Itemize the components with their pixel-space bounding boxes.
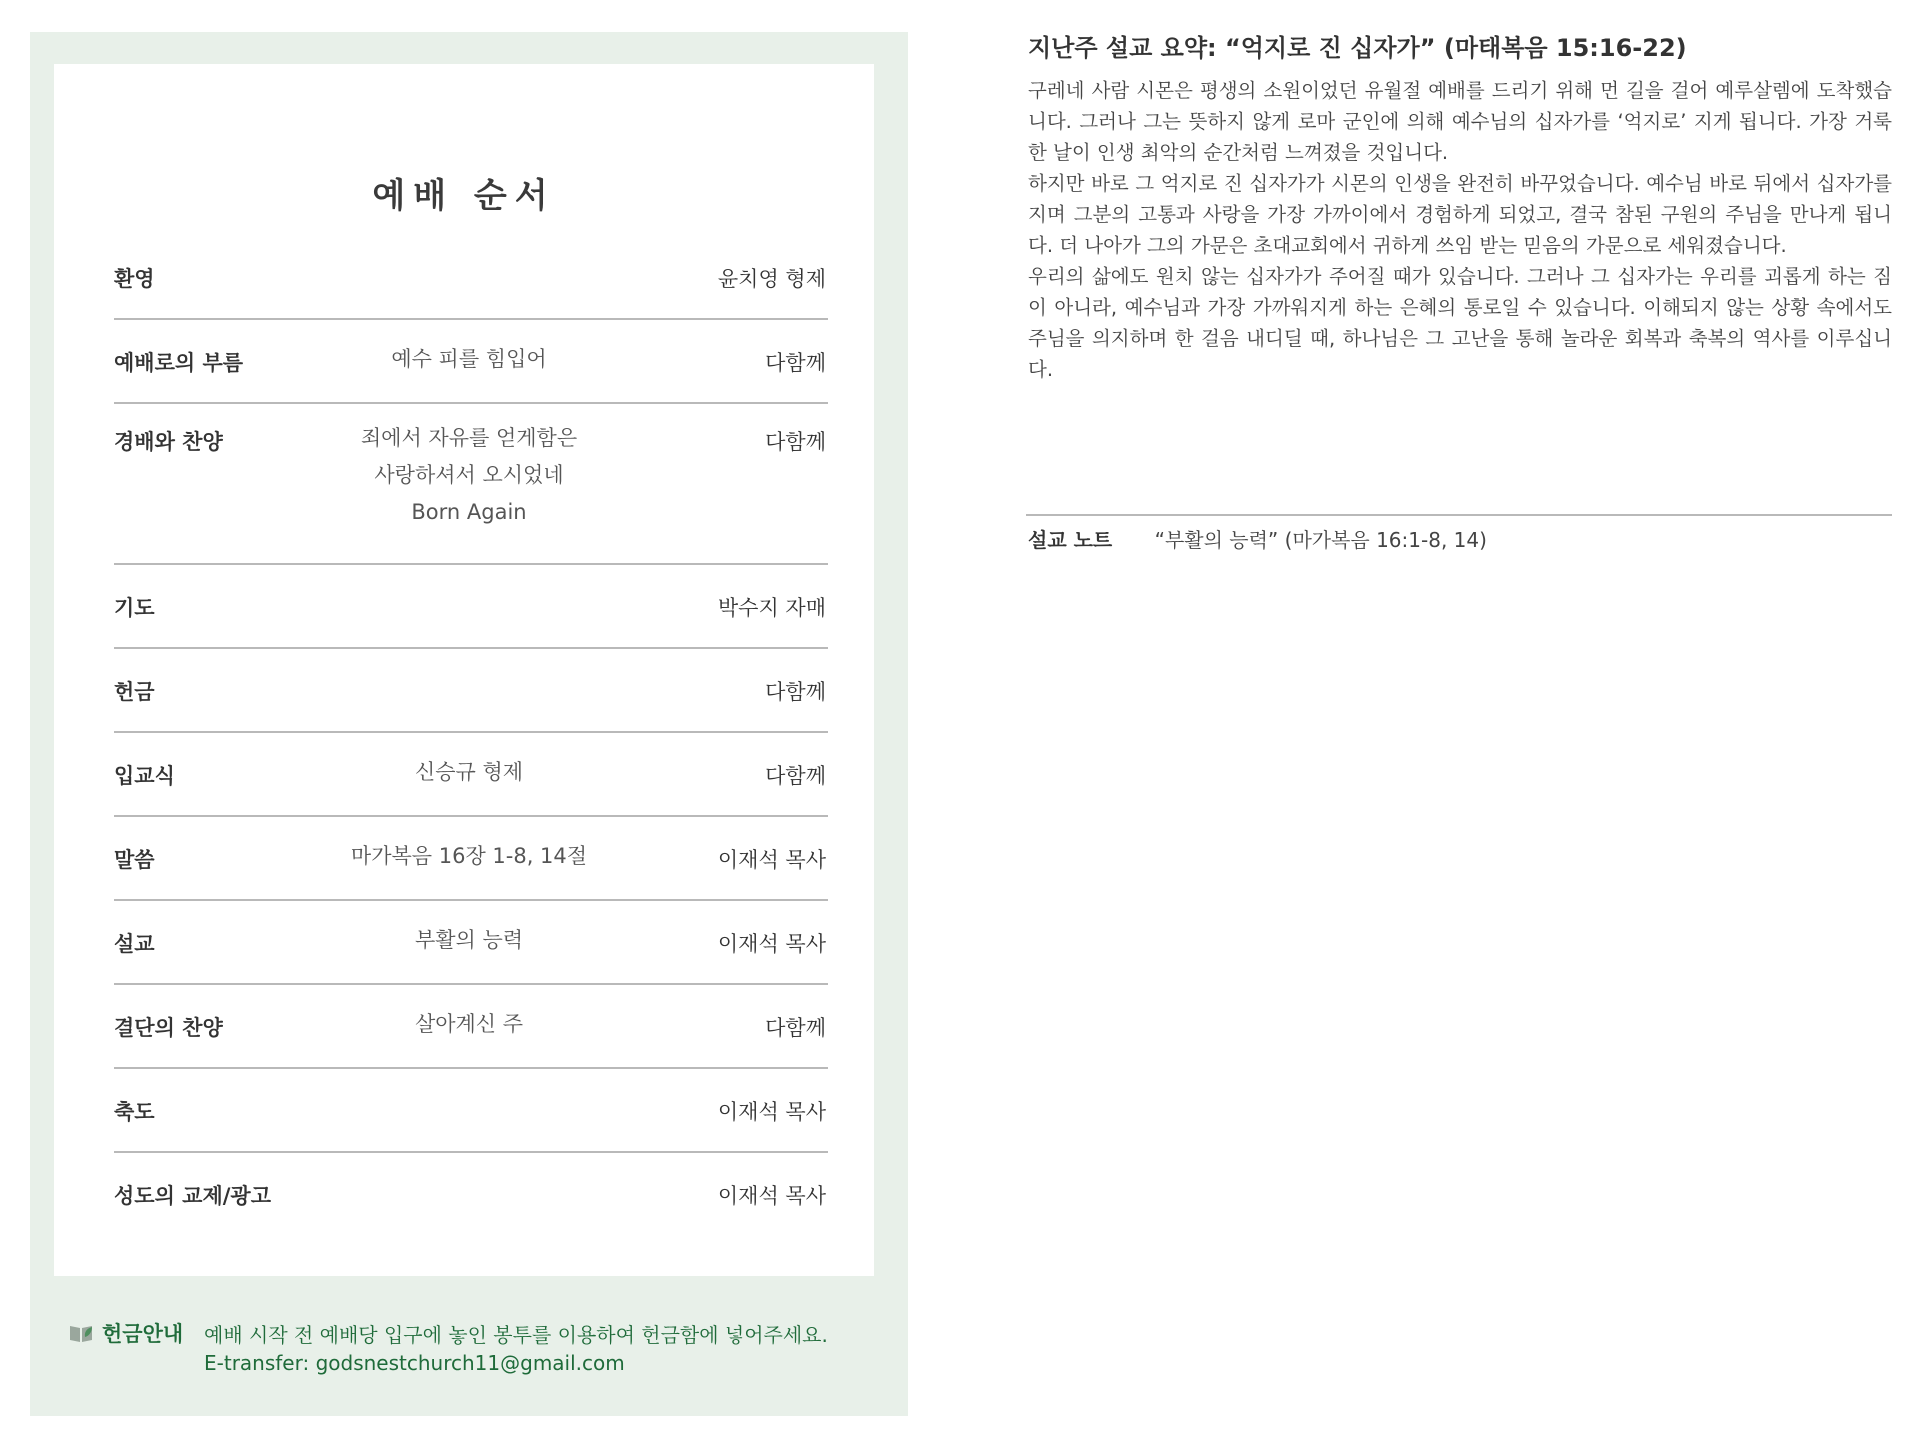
order-row-label: 축도: [114, 1100, 155, 1124]
summary-paragraph: 우리의 삶에도 원치 않는 십자가가 주어질 때가 있습니다. 그러나 그 십자가는 우리를 괴롭게 하는 짐이 아니라, 예수님과 가장 가까워지게 하는 은혜의 통로일 수 있습니다. 이해되지 않는 상황 속에서도 주님을 의지하며 한 걸음 내디딜 때, 하나님은 그 고난을 통해 놀라운 회복과 축복의 역사를 이루십니다.: [1028, 265, 1892, 381]
order-row-leader: 이재석 목사: [717, 932, 826, 956]
sermon-summary: [1028, 28, 1892, 385]
order-row-label: 성도의 교제/광고: [114, 1184, 271, 1208]
order-row-detail-line: 마가복음 16장 1-8, 14절: [350, 844, 588, 868]
order-row: [114, 236, 828, 320]
order-row-leader: 다함께: [765, 1016, 826, 1040]
order-row-leader: 이재석 목사: [717, 1184, 826, 1208]
order-row: [114, 817, 828, 901]
order-row: [114, 733, 828, 817]
order-row-detail-line: Born Again: [411, 500, 527, 524]
order-row-label: 결단의 찬양: [114, 1016, 223, 1040]
section-divider: [1026, 514, 1892, 516]
order-row-leader: 다함께: [765, 680, 826, 704]
sermon-note: [1028, 524, 1487, 553]
order-row: [114, 565, 828, 649]
order-row: [114, 404, 828, 565]
order-row-label: 헌금: [114, 680, 155, 704]
order-row-label: 환영: [114, 267, 155, 291]
order-row-detail-line: 죄에서 자유를 얻게함은: [360, 426, 578, 450]
order-row: [114, 1069, 828, 1153]
sermon-note-text: “부활의 능력” (마가복음 16:1-8, 14): [1154, 528, 1487, 552]
order-row-detail-line: 사랑하셔서 오시었네: [374, 463, 564, 487]
order-row-detail-line: 살아계신 주: [414, 1012, 524, 1036]
offering-instruction: 예배 시작 전 예배당 입구에 놓인 봉투를 이용하여 헌금함에 넣어주세요.: [204, 1323, 828, 1347]
order-row-detail-line: 신승규 형제: [414, 760, 524, 784]
order-row: [114, 985, 828, 1069]
order-row: [114, 320, 828, 404]
order-card: [54, 64, 874, 1276]
order-row: [114, 649, 828, 733]
order-row-detail: [304, 1006, 634, 1043]
order-row-detail: [304, 420, 634, 531]
book-leaf-icon: [68, 1322, 94, 1344]
order-row-leader: 다함께: [765, 764, 826, 788]
order-row-label: 말씀: [114, 848, 155, 872]
order-row-label: 예배로의 부름: [114, 351, 244, 375]
summary-paragraph: 구레네 사람 시몬은 평생의 소원이었던 유월절 예배를 드리기 위해 먼 길을 걸어 예루살렘에 도착했습니다. 그러나 그는 뜻하지 않게 로마 군인에 의해 예수님의 십자가를 ‘억지로’ 지게 됩니다. 가장 거룩한 날이 인생 최악의 순간처럼 느껴졌을 것입니다.: [1028, 79, 1892, 164]
order-title: 예배 순서: [372, 176, 556, 216]
order-row-detail: [304, 838, 634, 875]
offering-label: 헌금안내: [102, 1322, 184, 1346]
order-row-leader: 이재석 목사: [717, 848, 826, 872]
order-row-leader: 윤치영 형제: [717, 267, 826, 291]
order-list: [114, 236, 828, 1237]
offering-etransfer: E-transfer: godsnestchurch11@gmail.com: [204, 1351, 625, 1375]
order-row-label: 경배와 찬양: [114, 430, 223, 454]
sermon-note-label: 설교 노트: [1028, 528, 1113, 552]
order-row-label: 설교: [114, 932, 155, 956]
order-row-detail-line: 예수 피를 힘입어: [391, 347, 547, 371]
order-row-detail: [304, 341, 634, 378]
order-row-leader: 이재석 목사: [717, 1100, 826, 1124]
order-row: [114, 1153, 828, 1237]
order-row-leader: 다함께: [765, 430, 826, 454]
order-panel: [30, 32, 908, 1416]
summary-paragraph: 하지만 바로 그 억지로 진 십자가가 시몬의 인생을 완전히 바꾸었습니다. 예수님 바로 뒤에서 십자가를 지며 그분의 고통과 사랑을 가장 가까이에서 경험하게 되었고, 결국 참된 구원의 주님을 만나게 됩니다. 더 나아가 그의 가문은 초대교회에서 귀하게 쓰임 받는 믿음의 가문으로 세워졌습니다.: [1028, 172, 1892, 257]
summary-title: 지난주 설교 요약: “억지로 진 십자가” (마태복음 15:16-22): [1028, 34, 1687, 62]
order-row-leader: 다함께: [765, 351, 826, 375]
order-row-leader: 박수지 자매: [717, 596, 826, 620]
order-row-detail: [304, 754, 634, 791]
order-row-label: 기도: [114, 596, 155, 620]
order-row: [114, 901, 828, 985]
order-row-detail: [304, 922, 634, 959]
order-row-detail-line: 부활의 능력: [414, 928, 524, 952]
order-row-label: 입교식: [114, 764, 175, 788]
